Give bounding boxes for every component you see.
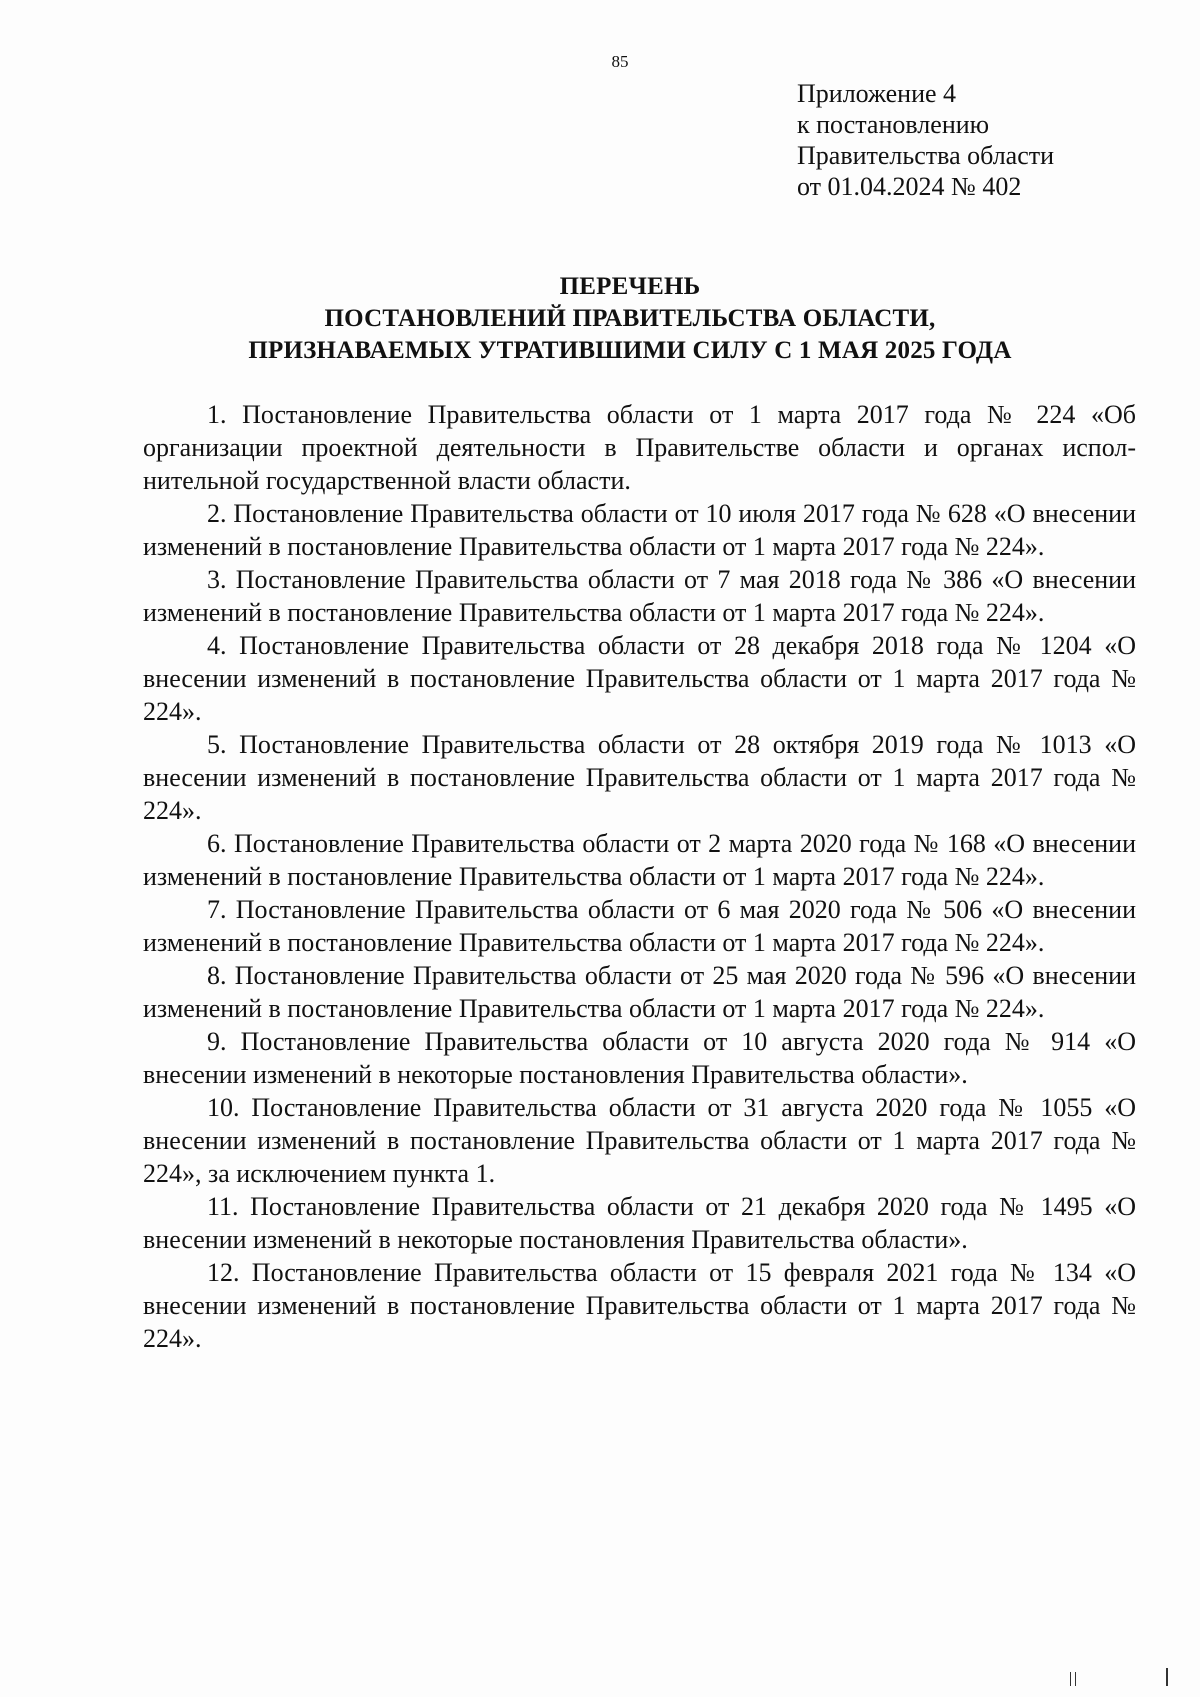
scan-artifact [1166, 1668, 1168, 1686]
item-text: Постановление Правительства области от 28 октября 2019 года № 1013 «О внесении изменений в постановление Правительства области от 1 марта 2017 года № 224». [143, 730, 1136, 825]
item-number: 5. [207, 730, 227, 759]
item-text: Постановление Правительства области от 28 декабря 2018 года № 1204 «О внесении изменений в постановление Правительства области от 1 марта 2017 года № 224». [143, 631, 1136, 726]
appendix-line: Приложение 4 [797, 79, 957, 108]
list-item [143, 398, 1136, 497]
list-item [143, 563, 1136, 629]
page-number: 85 [611, 52, 629, 71]
list-item [143, 1256, 1136, 1355]
item-text: Постановление Правительства области от 7 мая 2018 года № 386 «О внесении изменений в постановление Правительства области от 1 марта 2017 года № 224». [143, 565, 1137, 627]
item-text: Постановление Правительства области от 31 августа 2020 года № 1055 «О внесении изменений в постановление Правительства области от 1 марта 2017 года № 224», за исключением пункта 1. [143, 1093, 1136, 1188]
scan-artifact [1070, 1672, 1071, 1686]
item-text: Постановление Правительства области от 10 июля 2017 года № 628 «О внесении изменений в постановление Правительства области от 1 марта 2017 года № 224». [143, 499, 1136, 561]
resolutions-list [143, 398, 1136, 1355]
appendix-block [797, 78, 1177, 202]
document-heading [130, 271, 1130, 367]
list-item [143, 497, 1136, 563]
list-item [143, 827, 1136, 893]
item-text: Постановление Правительства области от 15 февраля 2021 года № 134 «О внесении изменений в постановление Правительства области от 1 марта 2017 года № 224». [143, 1258, 1136, 1353]
item-number: 7. [207, 895, 227, 924]
scan-artifact [1075, 1672, 1076, 1686]
list-item [143, 893, 1136, 959]
appendix-line: к постановлению [797, 110, 990, 139]
item-number: 11. [207, 1192, 239, 1221]
item-text: Постановление Правительства области от 6 мая 2020 года № 506 «О внесении изменений в постановление Правительства области от 1 марта 2017 года № 224». [143, 895, 1137, 957]
item-text: Постановление Правительства области от 1 марта 2017 года № 224 «Об организации проектной деятельности в Правительстве области и органах исполнительной государственной власти области. [143, 400, 1136, 495]
heading-line: ПРИЗНАВАЕМЫХ УТРАТИВШИМИ СИЛУ С 1 МАЯ 2025 ГОДА [248, 337, 1012, 364]
item-number: 10. [207, 1093, 240, 1122]
item-number: 4. [207, 631, 227, 660]
item-number: 12. [207, 1258, 240, 1287]
list-item [143, 1091, 1136, 1190]
heading-line: ПОСТАНОВЛЕНИЙ ПРАВИТЕЛЬСТВА ОБЛАСТИ, [324, 305, 936, 332]
item-number: 8. [207, 961, 227, 990]
item-text: Постановление Правительства области от 21 декабря 2020 года № 1495 «О внесении изменений в некоторые постановления Правительства области». [143, 1192, 1136, 1254]
item-text: Постановление Правительства области от 10 августа 2020 года № 914 «О внесении изменений в некоторые постановления Правительства области». [143, 1027, 1137, 1089]
item-number: 1. [207, 400, 227, 429]
item-number: 9. [207, 1027, 227, 1056]
item-number: 2. [207, 499, 227, 528]
list-item [143, 1190, 1136, 1256]
appendix-line: от 01.04.2024 № 402 [797, 172, 1022, 201]
list-item [143, 959, 1136, 1025]
list-item [143, 1025, 1136, 1091]
list-item [143, 629, 1136, 728]
item-text: Постановление Правительства области от 2 марта 2020 года № 168 «О внесении изменений в постановление Правительства области от 1 марта 2017 года № 224». [143, 829, 1137, 891]
appendix-line: Правительства области [797, 141, 1055, 170]
list-item [143, 728, 1136, 827]
item-text: Постановление Правительства области от 25 мая 2020 года № 596 «О внесении изменений в постановление Правительства области от 1 марта 2017 года № 224». [143, 961, 1137, 1023]
item-number: 6. [207, 829, 227, 858]
item-number: 3. [207, 565, 227, 594]
heading-line: ПЕРЕЧЕНЬ [559, 273, 701, 300]
